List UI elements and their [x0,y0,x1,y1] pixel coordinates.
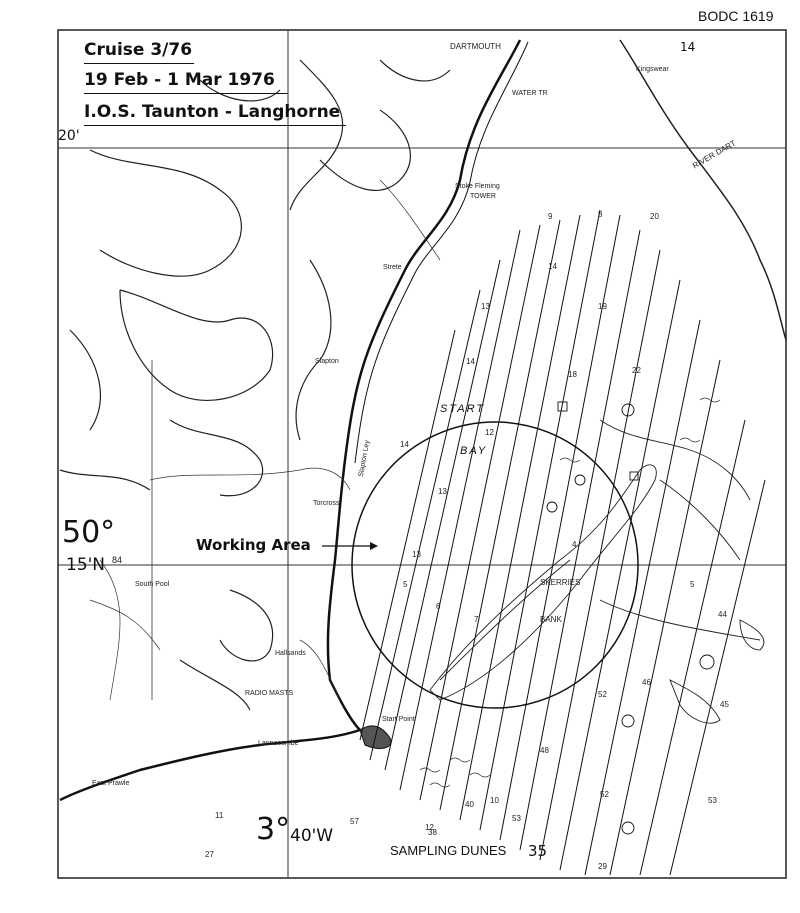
sounding-value: 6 [436,602,441,611]
sounding-value: 13 [438,487,447,496]
sounding-value: 13 [481,302,490,311]
place-slapton-ley: Slapton Ley [357,439,372,478]
sounding-value: 40 [465,800,474,809]
place-south-pool: South Pool [135,581,170,588]
sounding-value: 14 [466,357,475,366]
contours [60,60,450,710]
working-area-label: Working Area [196,536,311,554]
cruise-vessel: I.O.S. Taunton - Langhorne [84,102,341,122]
sounding-value: 46 [642,678,651,687]
cruise-dates: 19 Feb - 1 Mar 1976 [84,70,275,90]
cruise-dates-underline [84,93,288,94]
place-lannacombe: Lannacombe [258,740,299,747]
sampling-dunes-label: SAMPLING DUNES [390,843,507,858]
sounding-value: 29 [598,862,607,871]
cruise-vessel-underline [84,125,346,126]
place-tower: TOWER [470,193,496,200]
sounding-value: 53 [512,814,521,823]
coastline [60,40,520,800]
sounding-value: 20 [650,212,659,221]
sounding-value: 8 [598,210,603,219]
sounding-value: 22 [632,366,641,375]
place-east-prawle: East Prawle [92,780,130,787]
sounding-value: 52 [600,790,609,799]
coastline-east [620,40,786,340]
sounding-value: 13 [412,550,421,559]
sounding-value: 14 [400,440,409,449]
sounding-value: 14 [548,262,557,271]
sounding-value: 53 [708,796,717,805]
sounding-value: 57 [350,817,359,826]
sounding-value: 48 [540,746,549,755]
coastline-inner [355,42,528,463]
place-radio-masts: RADIO MASTS [245,690,294,697]
place-dartmouth: DARTMOUTH [450,42,501,51]
sounding-value: 9 [548,212,553,221]
sounding-value: 18 [568,370,577,379]
sounding-value: 38 [428,828,437,837]
sounding-value: 27 [205,850,214,859]
cruise-number-underline [84,63,194,64]
lat-degree-label: 50° [62,515,116,550]
corner-tag-bottom: 35 [528,842,548,860]
place-torcross: Torcross [313,500,340,507]
place-hallsands: Hallsands [275,650,306,657]
sounding-value: 5 [403,580,408,589]
place-kingswear: Kingswear [636,66,669,73]
place-stoke-fleming: Stoke Fleming [455,183,500,190]
place-water-tower: WATER TR [512,90,548,97]
sounding-value: 11 [215,811,224,820]
grid-number-label: 84 [112,555,123,565]
sounding-value: 4 [572,540,577,549]
sounding-value: 7 [474,615,479,624]
corner-tag-top: 14 [680,40,696,54]
sounding-value: 45 [720,700,729,709]
place-river-dart: RIVER DART [690,138,738,171]
document-reference: BODC 1619 [698,8,774,24]
lat-minute-label: 15'N [66,555,106,575]
sounding-value: 19 [598,302,607,311]
sounding-value: 10 [490,796,499,805]
bank-label: BANK [540,615,562,624]
lon-minute-label: 40'W [290,826,334,846]
skerries-label: SKERRIES [540,578,581,587]
start-bay-label-start: START [440,403,486,415]
survey-tracks [357,210,765,875]
place-strete: Strete [383,264,402,271]
map-frame [58,30,786,878]
sounding-value: 52 [598,690,607,699]
sounding-value: 5 [690,580,695,589]
start-bay-label-bay: BAY [460,445,488,457]
arrow-head-icon [370,542,378,550]
sounding-value: 12 [485,428,494,437]
sounding-value: 12 [425,823,434,832]
cruise-number: Cruise 3/76 [84,40,193,60]
place-start-point: Start Point [382,716,415,723]
sounding-value: 44 [718,610,727,619]
lon-degree-label: 3° [256,812,291,847]
place-slapton: Slapton [315,358,339,365]
lat-tick-label: 20' [58,128,80,144]
